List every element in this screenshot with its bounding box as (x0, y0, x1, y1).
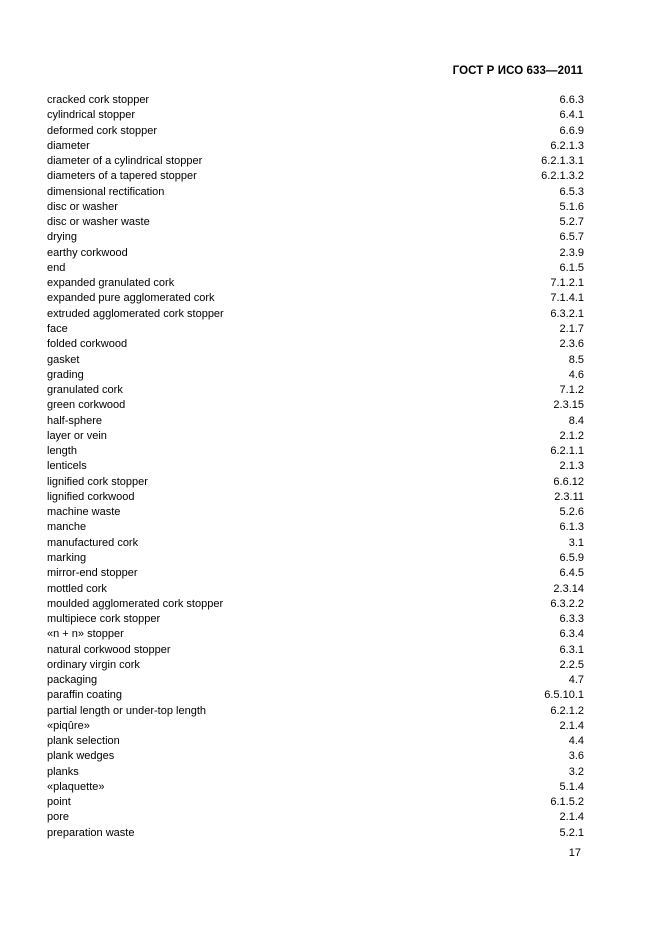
index-reference-number: 2.2.5 (559, 658, 584, 671)
index-term: plank wedges (47, 750, 115, 763)
index-term: pore (47, 811, 70, 824)
index-term: machine waste (47, 506, 121, 519)
index-reference-number: 6.5.7 (559, 231, 584, 244)
index-entry (47, 169, 584, 184)
index-term: ordinary virgin cork (47, 658, 140, 671)
index-term: point (47, 796, 71, 809)
index-entry (47, 795, 584, 810)
index-entry (47, 597, 584, 612)
index-term: mottled cork (47, 582, 107, 595)
index-term: paraffin coating (47, 689, 123, 702)
index-entry (47, 459, 584, 474)
index-term: lignified cork stopper (47, 475, 148, 488)
index-entry (47, 734, 584, 749)
index-entry (47, 704, 584, 719)
index-reference-number: 7.1.2 (559, 384, 584, 397)
index-term: preparation waste (47, 826, 135, 839)
index-term: partial length or under-top length (47, 704, 206, 717)
index-term: plank selection (47, 735, 120, 748)
index-term: disc or washer waste (47, 216, 150, 229)
index-entry (47, 398, 584, 413)
index-entry (47, 536, 584, 551)
index-term: gasket (47, 353, 80, 366)
index-reference-number: 2.1.2 (559, 429, 584, 442)
index-reference-number: 3.6 (568, 750, 584, 763)
index-reference-number: 6.3.3 (559, 613, 584, 626)
index-term: «plaquette» (47, 780, 105, 793)
index-term: extruded agglomerated cork stopper (47, 307, 224, 320)
index-entry (47, 291, 584, 306)
index-entry (47, 658, 584, 673)
index-term: half-sphere (47, 414, 103, 427)
index-term: marking (47, 551, 87, 564)
index-entry (47, 124, 584, 139)
index-entry (47, 810, 584, 825)
index-entry (47, 322, 584, 337)
index-term: end (47, 261, 66, 274)
index-entry (47, 185, 584, 200)
index-reference-number: 2.3.14 (553, 582, 584, 595)
index-reference-number: 7.1.4.1 (550, 292, 584, 305)
index-entry (47, 444, 584, 459)
index-entry (47, 307, 584, 322)
index-term: expanded pure agglomerated cork (47, 292, 215, 305)
index-reference-number: 6.2.1.3 (550, 139, 584, 152)
index-reference-number: 6.1.3 (559, 521, 584, 534)
index-term: cylindrical stopper (47, 109, 136, 122)
index-reference-number: 6.2.1.1 (550, 445, 584, 458)
index-entry (47, 414, 584, 429)
index-reference-number: 6.6.12 (553, 475, 584, 488)
index-entry (47, 368, 584, 383)
index-term: planks (47, 765, 79, 778)
index-term: granulated cork (47, 384, 123, 397)
index-reference-number: 6.2.1.3.1 (541, 155, 584, 168)
index-term: mirror-end stopper (47, 567, 138, 580)
index-reference-number: 7.1.2.1 (550, 277, 584, 290)
index-term: dimensional rectification (47, 185, 165, 198)
index-reference-number: 6.3.1 (559, 643, 584, 656)
index-reference-number: 6.2.1.2 (550, 704, 584, 717)
index-term: length (47, 445, 77, 458)
term-index-list (47, 93, 584, 841)
index-reference-number: 6.3.2.1 (550, 307, 584, 320)
index-reference-number: 2.3.9 (559, 246, 584, 259)
index-term: disc or washer (47, 200, 118, 213)
index-entry (47, 719, 584, 734)
index-reference-number: 5.1.4 (559, 780, 584, 793)
index-entry (47, 108, 584, 123)
index-term: deformed cork stopper (47, 124, 158, 137)
index-entry (47, 765, 584, 780)
index-term: grading (47, 368, 84, 381)
index-entry (47, 505, 584, 520)
index-entry (47, 780, 584, 795)
index-reference-number: 6.5.10.1 (544, 689, 584, 702)
index-entry (47, 230, 584, 245)
index-entry (47, 612, 584, 627)
index-term: expanded granulated cork (47, 277, 175, 290)
index-entry (47, 353, 584, 368)
index-term: cracked cork stopper (47, 94, 150, 106)
index-entry (47, 749, 584, 764)
index-term: folded corkwood (47, 338, 128, 351)
index-term: multipiece cork stopper (47, 613, 161, 626)
index-entry (47, 383, 584, 398)
index-reference-number: 5.2.1 (559, 826, 584, 839)
index-reference-number: 6.6.9 (559, 124, 584, 137)
index-term: earthy corkwood (47, 246, 128, 259)
index-reference-number: 3.2 (568, 765, 584, 778)
index-term: «piqûre» (47, 719, 90, 732)
index-reference-number: 6.3.4 (559, 628, 584, 641)
index-entry (47, 93, 584, 108)
index-entry (47, 337, 584, 352)
index-reference-number: 2.3.11 (554, 490, 584, 503)
index-reference-number: 2.1.7 (559, 322, 584, 335)
index-reference-number: 6.6.3 (559, 94, 584, 106)
index-reference-number: 4.6 (568, 368, 584, 381)
index-term: layer or vein (47, 429, 107, 442)
index-term: manche (47, 521, 87, 534)
index-reference-number: 6.4.5 (559, 567, 584, 580)
index-entry (47, 429, 584, 444)
index-term: lignified corkwood (47, 490, 135, 503)
index-entry (47, 246, 584, 261)
page-number: 17 (568, 847, 581, 859)
index-reference-number: 5.2.7 (559, 216, 584, 229)
index-entry (47, 490, 584, 505)
index-entry (47, 276, 584, 291)
index-entry (47, 826, 584, 841)
index-term: moulded agglomerated cork stopper (47, 597, 224, 610)
index-entry (47, 582, 584, 597)
index-term: diameters of a tapered stopper (47, 170, 197, 183)
index-reference-number: 4.7 (568, 674, 584, 687)
index-reference-number: 6.3.2.2 (550, 597, 584, 610)
index-reference-number: 6.1.5 (559, 261, 584, 274)
index-entry (47, 627, 584, 642)
index-term: natural corkwood stopper (47, 643, 171, 656)
index-entry (47, 566, 584, 581)
index-reference-number: 6.4.1 (559, 109, 584, 122)
index-reference-number: 2.1.4 (559, 719, 584, 732)
index-reference-number: 8.4 (568, 414, 584, 427)
index-reference-number: 4.4 (568, 735, 584, 748)
index-term: face (47, 322, 68, 335)
index-reference-number: 3.1 (568, 536, 584, 549)
index-reference-number: 5.2.6 (559, 506, 584, 519)
index-reference-number: 2.3.6 (559, 338, 584, 351)
index-entry (47, 520, 584, 535)
index-entry (47, 200, 584, 215)
index-entry (47, 215, 584, 230)
index-term: manufactured cork (47, 536, 139, 549)
index-entry (47, 551, 584, 566)
index-reference-number: 6.5.3 (559, 185, 584, 198)
index-term: lenticels (47, 460, 87, 473)
index-entry (47, 154, 584, 169)
index-term: drying (47, 231, 77, 244)
index-entry (47, 261, 584, 276)
index-term: green corkwood (47, 399, 126, 412)
index-entry (47, 673, 584, 688)
index-entry (47, 139, 584, 154)
index-reference-number: 2.3.15 (553, 399, 584, 412)
index-reference-number: 2.1.4 (559, 811, 584, 824)
standard-header: ГОСТ Р ИСО 633—2011 (452, 65, 583, 77)
index-reference-number: 6.1.5.2 (550, 796, 584, 809)
index-entry (47, 643, 584, 658)
index-reference-number: 2.1.3 (559, 460, 584, 473)
index-reference-number: 6.2.1.3.2 (541, 170, 584, 183)
index-entry (47, 688, 584, 703)
index-term: diameter of a cylindrical stopper (47, 155, 203, 168)
index-term: packaging (47, 674, 98, 687)
index-reference-number: 6.5.9 (559, 551, 584, 564)
index-reference-number: 5.1.6 (559, 200, 584, 213)
index-term: «n + n» stopper (47, 628, 124, 641)
index-entry (47, 475, 584, 490)
index-reference-number: 8.5 (568, 353, 584, 366)
index-term: diameter (47, 139, 90, 152)
